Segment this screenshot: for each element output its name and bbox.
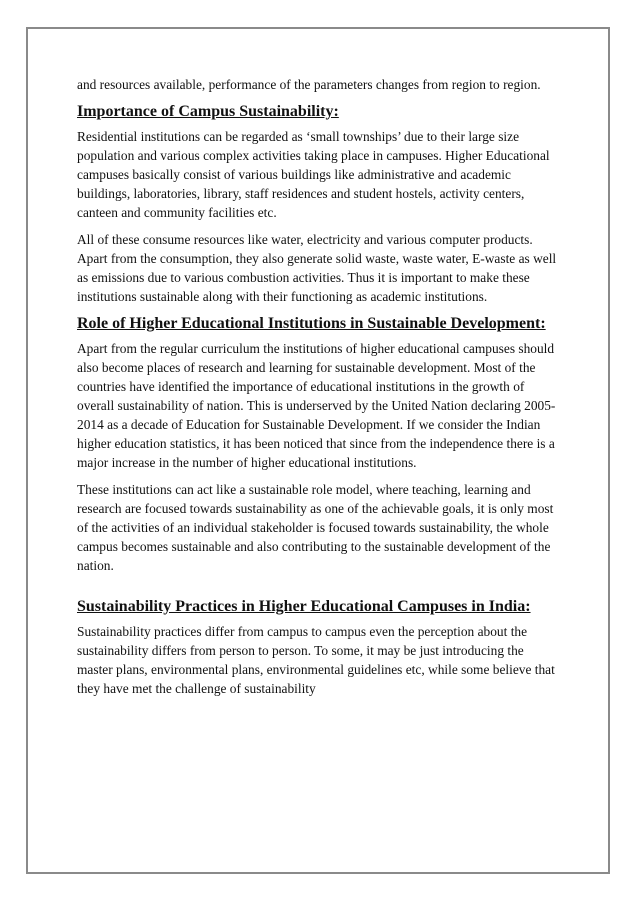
paragraph-sustainable-role-model: These institutions can act like a sustainable role model, where teaching, learning and research are focused towards sustainability as one of the achievable goals, it is only most of the activities of an individual stakeholder is focused towards sustainability, the whole campus becomes sustainable and also contributing to the sustainable development of the nation. [77,482,554,573]
paragraph-practices-differ: Sustainability practices differ from campus to campus even the perception about the sustainability differs from person to person. To some, it may be just introducing the master plans, environmental plans, environmental guidelines etc, while some believe that they have met the challenge of sustainability [77,624,555,696]
heading-importance-campus-sustainability: Importance of Campus Sustainability: [77,103,339,120]
heading-role-higher-educational-institutions: Role of Higher Educational Institutions in Sustainable Development: [77,315,546,332]
heading-sustainability-practices-india: Sustainability Practices in Higher Educational Campuses in India: [77,598,531,615]
document-body [77,75,562,706]
paragraph-regular-curriculum: Apart from the regular curriculum the institutions of higher educational campuses should also become places of research and learning for sustainable development. Most of the countries have identified the importance of educational institutions in the growth of overall sustainability of nation. This is underserved by the United Nation declaring 2005-2014 as a decade of Education for Sustainable Development. If we consider the Indian higher education statistics, it has been noticed that since from the independence there is a major increase in the number of higher educational institutions. [77,341,556,470]
paragraph-resource-consumption: All of these consume resources like water, electricity and various computer products. Apart from the consumption, they also generate solid waste, waste water, E-waste as well as emissions due to various combustion activities. Thus it is important to make these institutions sustainable along with their functioning as academic institutions. [77,232,557,304]
paragraph-residential-institutions: Residential institutions can be regarded as ‘small townships’ due to their large size population and various complex activities taking place in campuses. Higher Educational campuses basically consist of various buildings like administrative and academic buildings, laboratories, library, staff residences and student hostels, activity centers, canteen and community facilities etc. [77,129,550,220]
intro-paragraph: and resources available, performance of the parameters changes from region to region. [77,77,541,92]
